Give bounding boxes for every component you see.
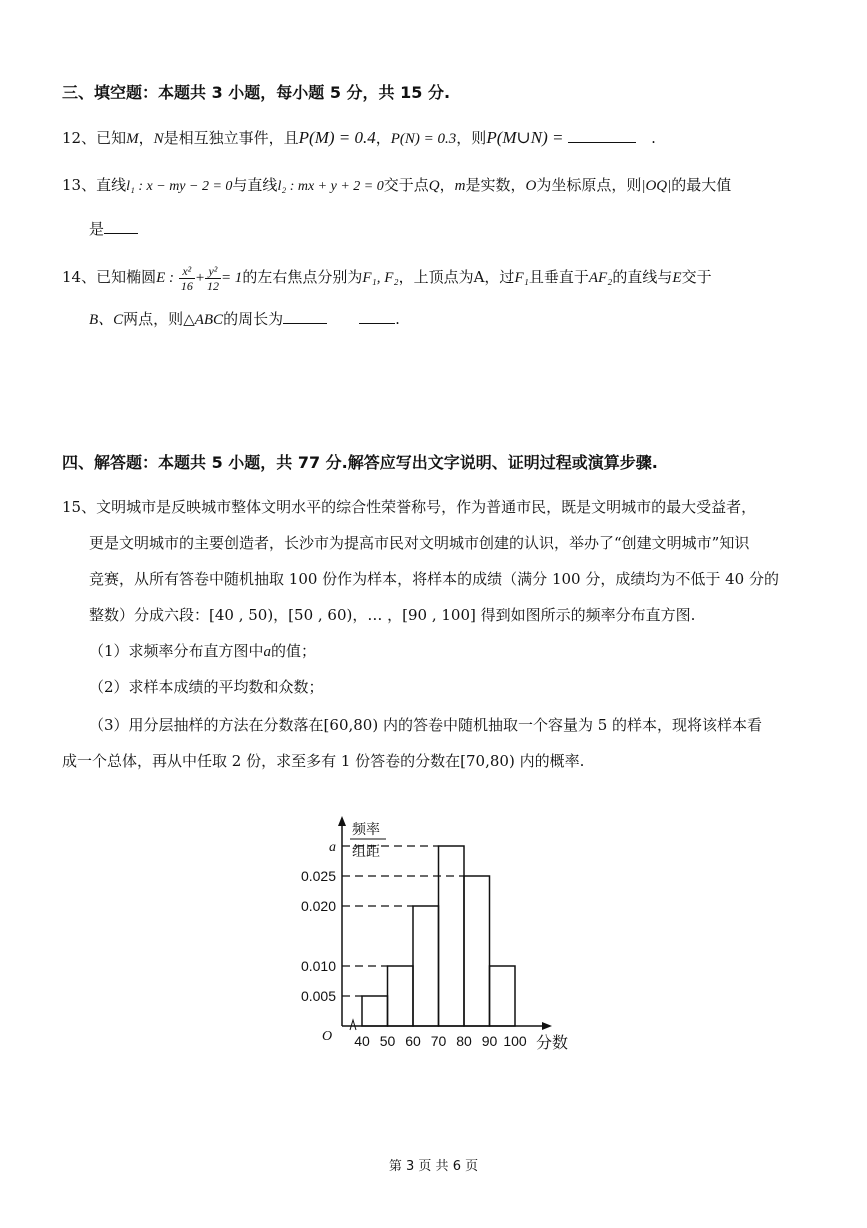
- histogram-bar: [464, 876, 490, 1026]
- q12-sep: ，: [138, 129, 154, 147]
- q13-text-b: 与直线: [232, 176, 278, 194]
- histogram-bar: [362, 996, 388, 1026]
- q15-line4: 整数）分成六段：[40 , 50)，[50 , 60)，… ，[90 , 100] 得到如图所示的频率分布直方图.: [89, 606, 696, 624]
- q14-text-b: 的左右焦点分别为: [242, 268, 363, 286]
- x-axis-arrow-icon: [542, 1022, 552, 1030]
- q12-pm: P(M) = 0.4: [298, 128, 376, 147]
- q12-pmn: P(M∪N) =: [486, 128, 564, 147]
- question-12: [62, 128, 656, 149]
- q15-p1: 文明城市是反映城市整体文明水平的综合性荣誉称号，作为普通市民，既是文明城市的最大受益者，: [96, 498, 757, 516]
- q14-e: E :: [156, 270, 175, 286]
- q13-text-f: 为坐标原点，则: [536, 176, 642, 194]
- y-tick-label: 0.020: [300, 898, 336, 914]
- y-tick-label: 0.005: [300, 988, 336, 1004]
- q14-frac-x: $\frac{\text{x²}}{16}$: [180, 263, 193, 293]
- origin-label: O: [322, 1029, 333, 1044]
- q13-answer-blank[interactable]: [104, 219, 138, 234]
- q15-sub2: （2）求样本成绩的平均数和众数；: [89, 678, 324, 696]
- q14-f1f2: F₁, F₂: [362, 270, 399, 286]
- q15-sub3-line2: 成一个总体，再从中任取 2 份，求至多有 1 份答卷的分数在[70,80) 内的概率.: [62, 752, 585, 770]
- q13-text-d: ，: [439, 176, 455, 194]
- histogram-bar: [439, 846, 465, 1026]
- x-tick-label: 50: [379, 1033, 396, 1049]
- q12-var-n: N: [153, 131, 164, 147]
- q13-var-q: Q: [428, 178, 440, 194]
- q15-sub1-a: （1）求频率分布直方图中: [89, 642, 264, 660]
- q13-text-e: 是实数，: [465, 176, 526, 194]
- q14-frac-y: $\frac{\text{y²}}{12}$: [206, 263, 219, 293]
- page-footer: 第 3 页 共 6 页: [388, 1159, 479, 1174]
- q12-end: .: [651, 129, 656, 147]
- question-13-line1: [62, 175, 731, 197]
- y-axis-arrow-icon: [338, 816, 346, 826]
- q12-pn: P(N) = 0.3: [390, 131, 457, 147]
- q15-number: 15、: [62, 498, 97, 516]
- q14-text-a: 已知椭圆: [96, 268, 157, 286]
- q15-line2: 更是文明城市的主要创造者，长沙市为提高市民对文明城市创建的认识，举办了“创建文明城市”知识: [89, 534, 750, 552]
- q13-text-g: 的最大值: [671, 176, 732, 194]
- q14-answer-blank-2[interactable]: [359, 309, 395, 324]
- q12-number: 12、: [62, 129, 97, 147]
- q13-l2: l₂ : mx + y + 2 = 0: [277, 179, 384, 194]
- q14-text-c: ，上顶点为A，过: [398, 268, 515, 286]
- y-tick-label: 0.010: [300, 958, 336, 974]
- q14-text-f: 交于: [681, 268, 712, 286]
- x-tick-label: 40: [354, 1033, 370, 1049]
- q12-comma1: ，: [375, 129, 391, 147]
- q13-oq: |OQ|: [641, 178, 672, 194]
- q14-af2: AF₂: [588, 270, 613, 286]
- histogram-bar: [388, 966, 414, 1026]
- q15-sub1: [89, 641, 316, 662]
- q12-text-b: 是相互独立事件，且: [163, 129, 299, 147]
- q13-var-m: m: [454, 178, 466, 194]
- x-tick-label: 70: [430, 1033, 447, 1049]
- q14-line2-c: 的周长为: [223, 310, 284, 328]
- question-13-line2: [89, 219, 138, 239]
- q14-bc: B、C: [89, 312, 124, 328]
- q14-text-d: 且垂直于: [528, 268, 589, 286]
- q14-f1: F₁: [514, 270, 529, 286]
- q13-number: 13、: [62, 176, 97, 194]
- section3-heading: 三、填空题：本题共 3 小题，每小题 5 分，共 15 分.: [62, 83, 451, 102]
- q13-text-a: 直线: [96, 176, 127, 194]
- q14-text-e: 的直线与: [612, 268, 673, 286]
- frequency-histogram: [300, 812, 600, 1062]
- q14-number: 14、: [62, 268, 97, 286]
- section4-heading: 四、解答题：本题共 5 小题，共 77 分.解答应写出文字说明、证明过程或演算步骤.: [62, 453, 658, 472]
- x-tick-label: 60: [405, 1033, 421, 1049]
- x-tick-label: 90: [481, 1033, 498, 1049]
- q15-sub3-line1: （3）用分层抽样的方法在分数落在[60,80) 内的答卷中随机抽取一个容量为 5 的样本，现将该样本看: [89, 716, 763, 734]
- q13-line2: 是: [89, 220, 105, 238]
- histogram-bar: [490, 966, 516, 1026]
- q12-var-m: M: [126, 131, 139, 147]
- q13-l1: l₁ : x − my − 2 = 0: [126, 179, 233, 194]
- q14-abc: △ABC: [183, 312, 224, 328]
- q13-var-o: O: [525, 178, 537, 194]
- q14-eq: = 1: [220, 270, 243, 286]
- question-14-line2: [89, 309, 400, 330]
- q14-line2-b: 两点，则: [123, 310, 184, 328]
- q15-sub1-var: a: [263, 644, 272, 660]
- y-label-top: 频率: [352, 822, 380, 838]
- x-tick-label: 100: [503, 1033, 527, 1049]
- question-14-line1: [62, 258, 712, 297]
- axis-break-icon: [350, 1020, 356, 1030]
- q14-answer-blank-1[interactable]: [283, 309, 327, 324]
- x-axis-label: 分数: [536, 1033, 569, 1052]
- q12-comma2: ，则: [456, 129, 487, 147]
- q12-text-a: 已知: [96, 129, 127, 147]
- x-tick-label: 80: [456, 1033, 472, 1049]
- histogram-bar: [413, 906, 439, 1026]
- q13-text-c: 交于点: [383, 176, 429, 194]
- q15-sub1-b: 的值；: [271, 642, 317, 660]
- y-label-bottom: 组距: [352, 844, 380, 860]
- y-tick-label: a: [329, 840, 336, 855]
- q15-line3: 竞赛，从所有答卷中随机抽取 100 份作为样本，将样本的成绩（满分 100 分，成绩均为不低于 40 分的: [89, 570, 779, 588]
- q14-end: .: [395, 310, 400, 328]
- q14-e2: E: [672, 270, 682, 286]
- q15-line1: [62, 497, 756, 517]
- q12-answer-blank[interactable]: [568, 128, 636, 143]
- y-tick-label: 0.025: [300, 868, 336, 884]
- q14-plus: +: [194, 270, 205, 286]
